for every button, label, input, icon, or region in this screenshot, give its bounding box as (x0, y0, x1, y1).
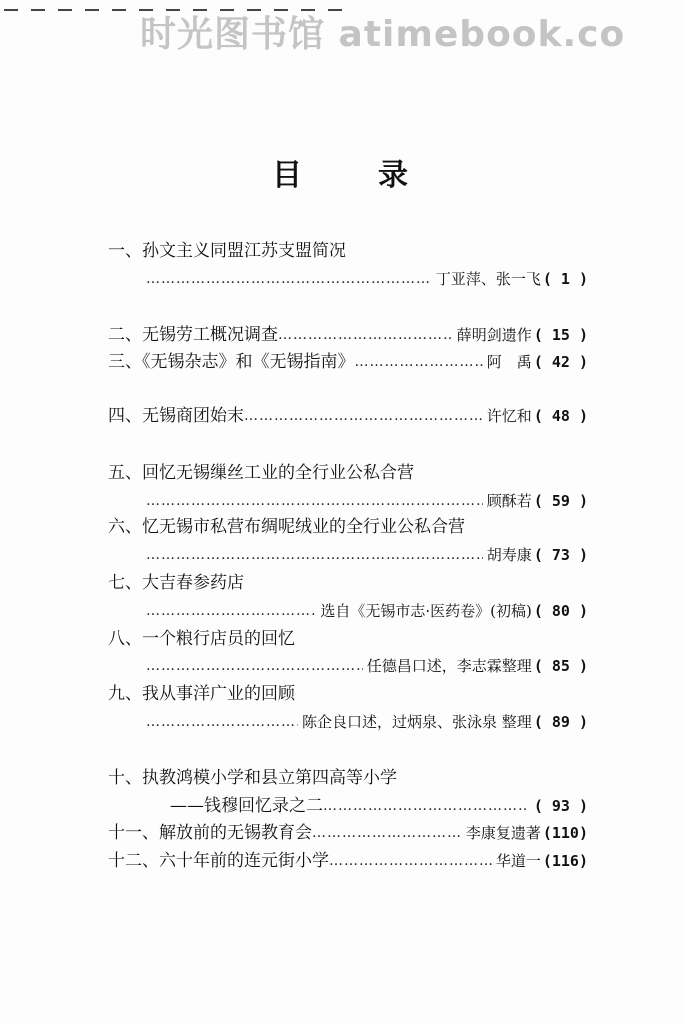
toc-entry-10-detail (108, 793, 588, 819)
page-title (0, 150, 684, 198)
toc-entry-page: ( 80 ) (533, 602, 588, 620)
toc-entry-11 (108, 820, 588, 846)
toc-entry-author: 丁亚萍、张一飞 (435, 270, 541, 288)
watermark: 时光图书馆 atimebook.co (140, 14, 626, 55)
toc-entry-title: 十一、解放前的无锡教育会 (108, 823, 312, 843)
toc-entry-page: ( 48 ) (533, 407, 588, 425)
leader-dots (323, 793, 528, 819)
toc-entry-page: ( 93 ) (533, 797, 588, 815)
dash-mark (58, 9, 72, 11)
toc-entry-7-title (108, 570, 588, 596)
toc-entry-page: ( 59 ) (533, 492, 588, 510)
toc-entry-title: 八、一个粮行店员的回忆 (108, 629, 295, 649)
toc-entry-12 (108, 848, 588, 874)
toc-entry-author: 陈企良口述，过炳泉、张泳泉 整理 (302, 713, 532, 731)
toc-entry-title: 五、回忆无锡缫丝工业的全行业公私合营 (108, 463, 414, 483)
toc-entry-9-detail (108, 709, 588, 735)
toc-entry-2 (108, 322, 588, 348)
toc-entry-8-title (108, 626, 588, 652)
leader-dots (146, 709, 298, 735)
toc-entry-author: 阿 禹 (486, 353, 532, 371)
dash-mark (85, 9, 99, 11)
toc-entry-title: 十二、六十年前的连元街小学 (108, 851, 329, 871)
toc-entry-page: (116) (542, 852, 588, 870)
toc-entry-title: 二、无锡劳工概况调查 (108, 325, 278, 345)
toc-entry-author: 许忆和 (486, 407, 532, 425)
toc-entry-10-title (108, 765, 588, 791)
toc-entry-5-detail (108, 488, 588, 514)
leader-dots (146, 598, 316, 624)
toc-entry-1-detail (108, 266, 588, 292)
toc-entry-title: 四、无锡商团始末 (108, 406, 244, 426)
toc-entry-author: 华道一 (495, 852, 541, 870)
toc-entry-author: 薛明剑遗作 (456, 326, 532, 344)
toc-entry-author: 任德昌口述，李志霖整理 (366, 657, 532, 675)
title-char-2: 录 (378, 158, 408, 193)
leader-dots (146, 653, 363, 679)
toc-entry-8-detail (108, 653, 588, 679)
dash-mark (31, 9, 45, 11)
toc-entry-page: ( 15 ) (533, 326, 588, 344)
leader-dots (355, 349, 483, 375)
toc-entry-author: 顾酥若 (486, 492, 532, 510)
toc-entry-title: 九、我从事洋广业的回顾 (108, 684, 295, 704)
toc-entry-page: ( 89 ) (533, 713, 588, 731)
leader-dots (312, 820, 462, 846)
dash-mark (4, 9, 18, 11)
toc-entry-page: ( 85 ) (533, 657, 588, 675)
toc-entry-author: 选自《无锡市志·医药卷》(初稿) (320, 602, 532, 620)
toc-entry-1-title (108, 238, 588, 264)
dash-mark (112, 9, 126, 11)
toc-entry-title: 七、大吉春参药店 (108, 573, 244, 593)
toc-entry-title: 一、孙文主义同盟江苏支盟简况 (108, 241, 346, 261)
toc-entry-6-title (108, 514, 588, 540)
toc-entry-author: 胡寿康 (486, 546, 532, 564)
toc-entry-page: ( 1 ) (542, 270, 588, 288)
toc-entry-page: ( 42 ) (533, 353, 588, 371)
toc-entry-title: 十、执教鸿模小学和县立第四高等小学 (108, 768, 397, 788)
toc-entry-page: (110) (542, 824, 588, 842)
toc-entry-author: 李康复遗著 (465, 824, 541, 842)
toc-entry-6-detail (108, 542, 588, 568)
toc-entry-title: 六、忆无锡市私营布绸呢绒业的全行业公私合营 (108, 517, 465, 537)
toc-entry-title: 三、《无锡杂志》和《无锡指南》 (108, 352, 355, 372)
toc-entry-page: ( 73 ) (533, 546, 588, 564)
leader-dots (146, 488, 483, 514)
toc-entry-5-title (108, 460, 588, 486)
toc-entry-3 (108, 349, 588, 375)
leader-dots (244, 403, 483, 429)
leader-dots (146, 266, 432, 292)
toc-entry-9-title (108, 681, 588, 707)
leader-dots (278, 322, 453, 348)
leader-dots (146, 542, 483, 568)
toc-entry-subtitle: ——钱穆回忆录之二 (170, 796, 323, 816)
leader-dots (329, 848, 492, 874)
title-char-1: 目 (272, 158, 302, 193)
toc-entry-4 (108, 403, 588, 429)
toc-entry-7-detail (108, 598, 588, 624)
